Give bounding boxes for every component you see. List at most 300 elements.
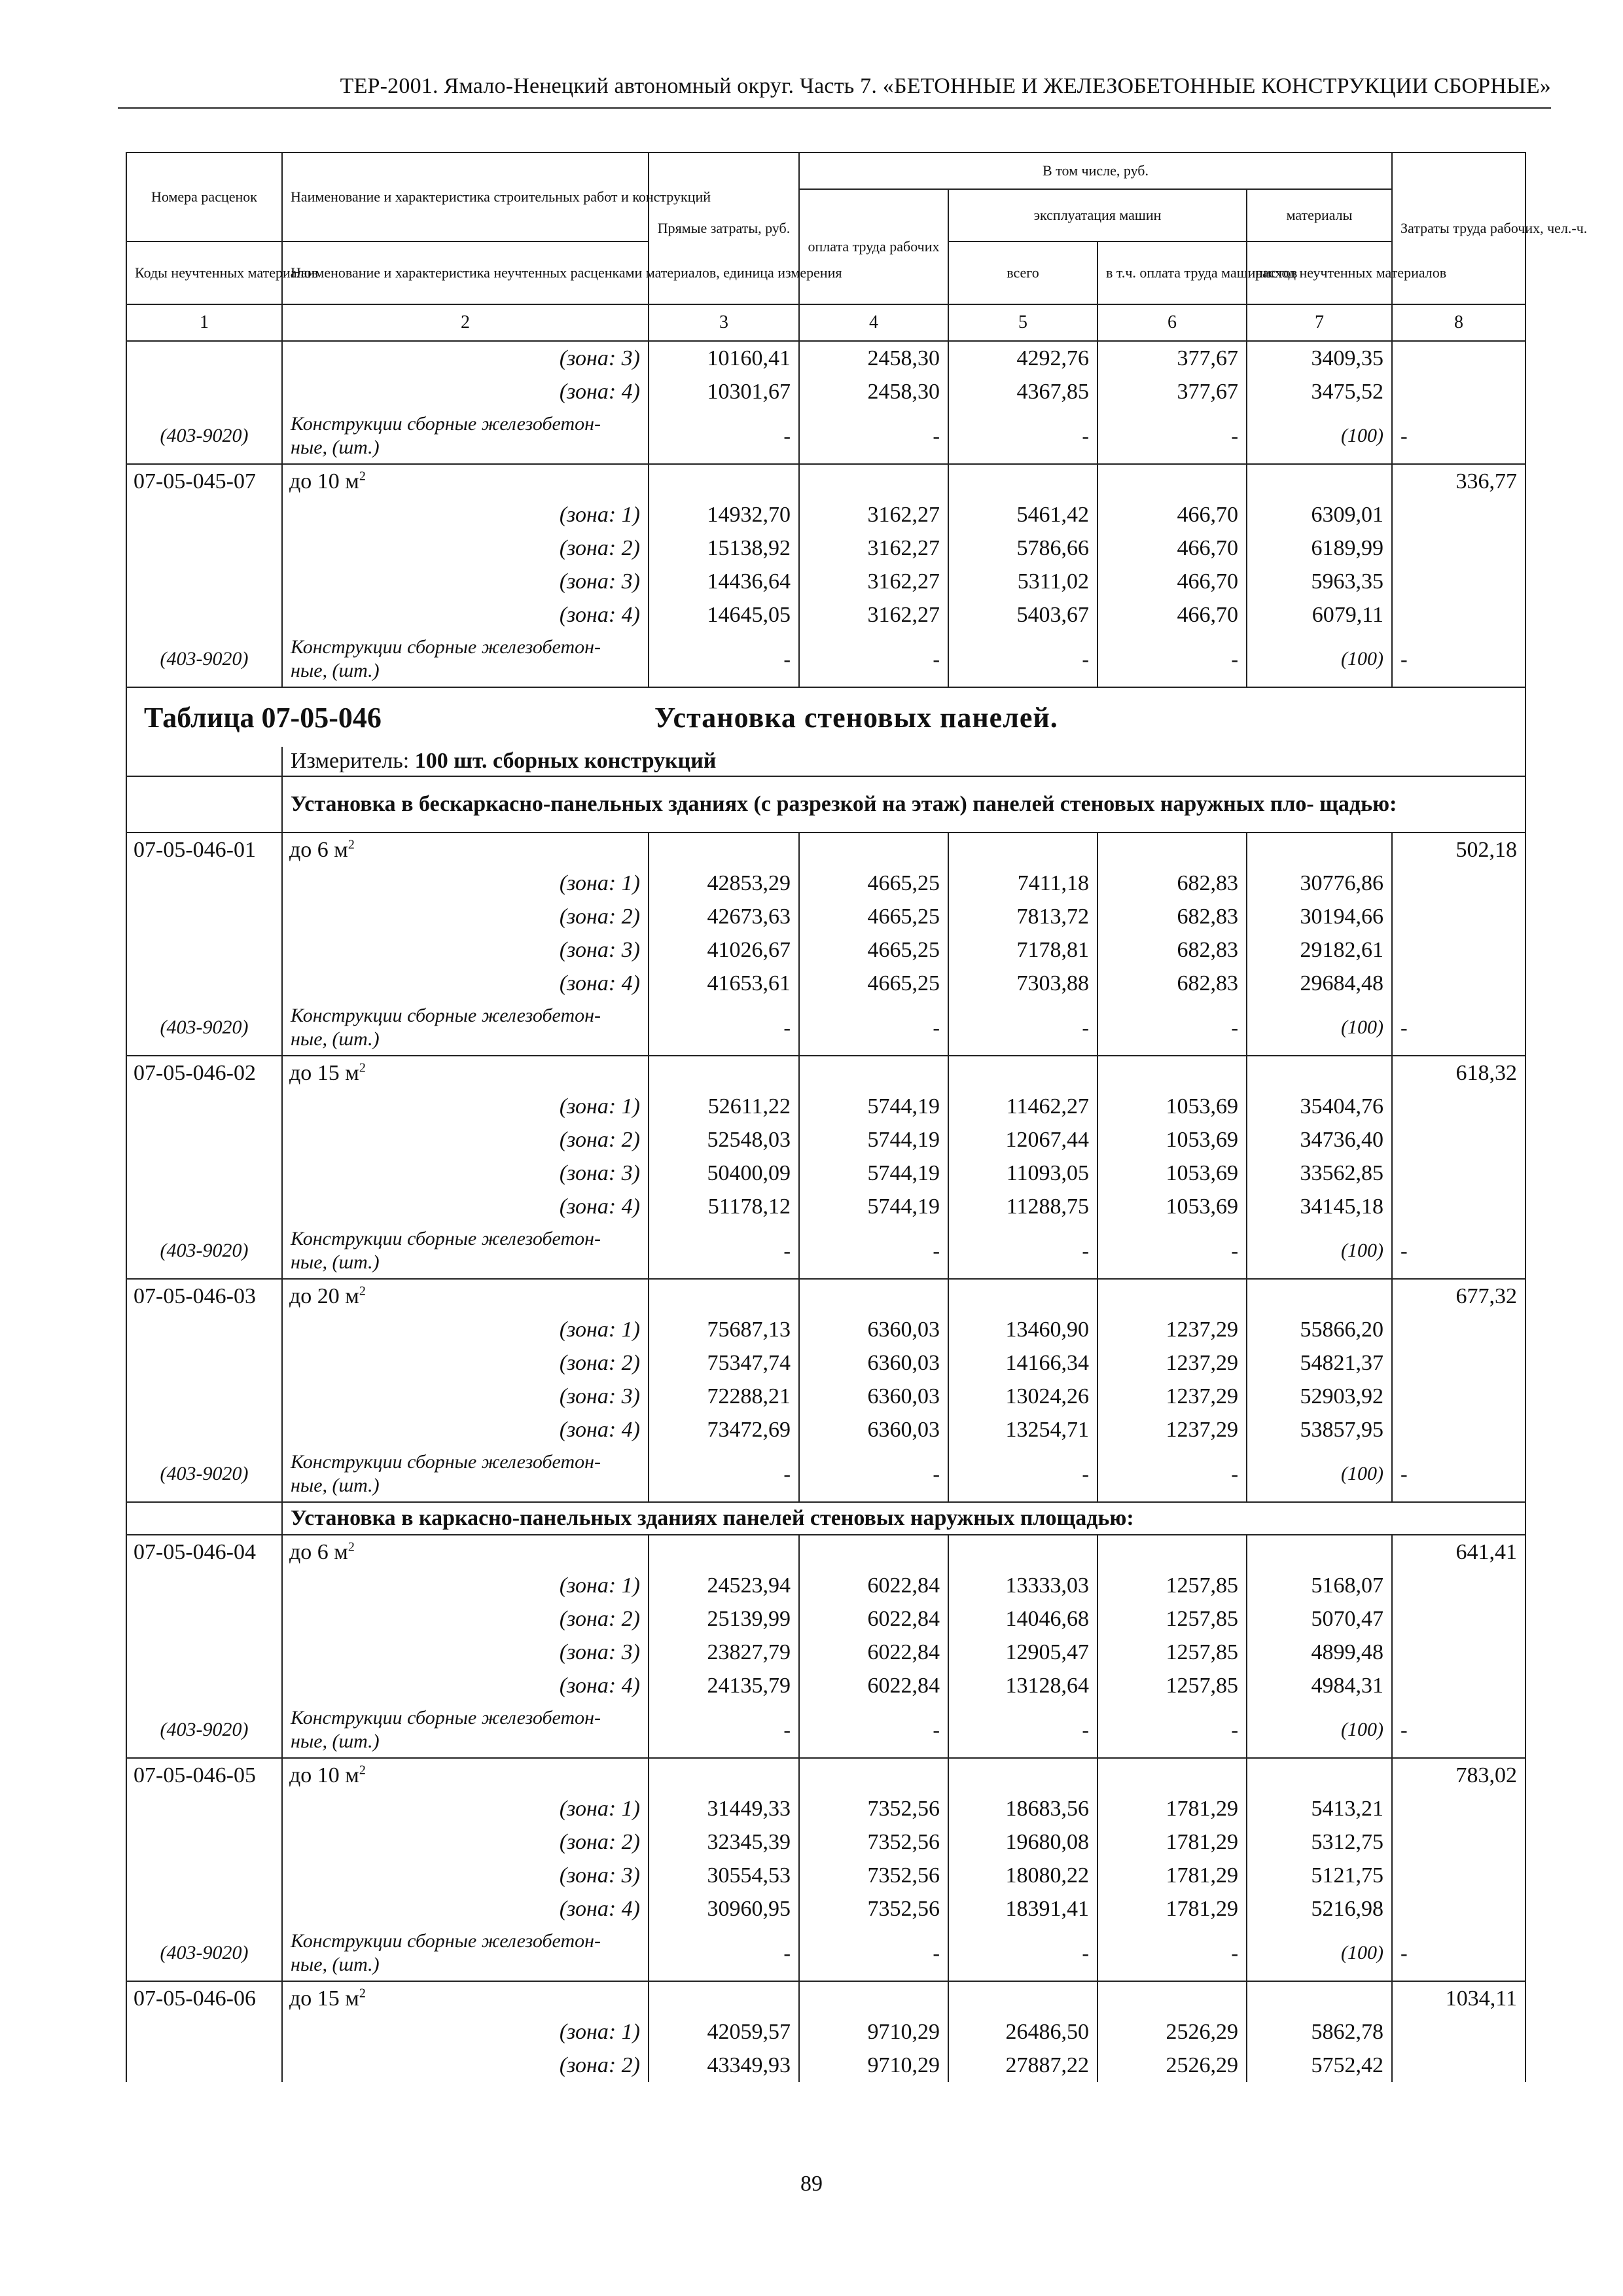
direct-cost: 73472,69 xyxy=(649,1413,799,1446)
dash: - xyxy=(1392,1223,1525,1279)
meter-label: Измеритель: xyxy=(291,749,410,773)
materials-cost: 5312,75 xyxy=(1247,1825,1392,1859)
drivers-pay: 1257,85 xyxy=(1097,1669,1247,1702)
column-number: 2 xyxy=(282,304,649,341)
dash: - xyxy=(799,1000,948,1056)
machines-total: 27887,22 xyxy=(948,2049,1097,2082)
material-code: (403-9020) xyxy=(126,632,282,687)
zone-label: (зона: 2) xyxy=(282,1825,649,1859)
labor-pay: 9710,29 xyxy=(799,2015,948,2049)
materials-cost: 5168,07 xyxy=(1247,1569,1392,1602)
direct-cost: 42853,29 xyxy=(649,867,799,900)
dash: - xyxy=(649,1702,799,1758)
zone-row xyxy=(126,2015,1525,2049)
zone-label: (зона: 3) xyxy=(282,565,649,598)
zone-row xyxy=(126,1825,1525,1859)
labor-hours: 641,41 xyxy=(1392,1535,1525,1569)
zone-label: (зона: 3) xyxy=(282,1859,649,1892)
labor-pay: 3162,27 xyxy=(799,598,948,632)
zone-label: (зона: 3) xyxy=(282,1380,649,1413)
zone-row xyxy=(126,1636,1525,1669)
materials-cost: 4899,48 xyxy=(1247,1636,1392,1669)
drivers-pay: 1237,29 xyxy=(1097,1413,1247,1446)
labor-hours: 1034,11 xyxy=(1392,1981,1525,2015)
machines-total: 5786,66 xyxy=(948,531,1097,565)
continued-rate xyxy=(126,341,1525,464)
direct-cost: 14932,70 xyxy=(649,498,799,531)
dash: - xyxy=(649,1926,799,1981)
zone-label: (зона: 3) xyxy=(282,1157,649,1190)
materials-cost: 5070,47 xyxy=(1247,1602,1392,1636)
direct-cost: 72288,21 xyxy=(649,1380,799,1413)
labor-pay: 3162,27 xyxy=(799,531,948,565)
material-code: (403-9020) xyxy=(126,1000,282,1056)
zone-label: (зона: 2) xyxy=(282,531,649,565)
drivers-pay: 2526,29 xyxy=(1097,2015,1247,2049)
labor-pay: 5744,19 xyxy=(799,1157,948,1190)
zone-label: (зона: 2) xyxy=(282,1602,649,1636)
machines-total: 11462,27 xyxy=(948,1090,1097,1123)
material-quantity: (100) xyxy=(1247,1223,1392,1279)
direct-cost: 41026,67 xyxy=(649,933,799,967)
drivers-pay: 1781,29 xyxy=(1097,1825,1247,1859)
labor-pay: 5744,19 xyxy=(799,1090,948,1123)
header-materials: материалы xyxy=(1247,189,1392,242)
section-heading: Установка в бескаркасно-панельных зданиях (с разрезкой на этаж) панелей стеновых наружных пло- щадью: xyxy=(282,776,1525,833)
rate-code-row xyxy=(126,833,1525,867)
material-code: (403-9020) xyxy=(126,1446,282,1502)
direct-cost: 30554,53 xyxy=(649,1859,799,1892)
column-number: 7 xyxy=(1247,304,1392,341)
meter-value: 100 шт. сборных конструкций xyxy=(414,749,717,773)
labor-pay: 9710,29 xyxy=(799,2049,948,2082)
dash: - xyxy=(799,408,948,464)
zone-row xyxy=(126,1090,1525,1123)
rate-size: до 15 $м^2$ xyxy=(282,1056,649,1090)
drivers-pay: 1237,29 xyxy=(1097,1346,1247,1380)
materials-cost: 54821,37 xyxy=(1247,1346,1392,1380)
material-quantity: (100) xyxy=(1247,1702,1392,1758)
rate-code: 07-05-046-04 xyxy=(126,1535,282,1569)
zone-row xyxy=(126,1346,1525,1380)
dash: - xyxy=(799,1446,948,1502)
zone-label: (зона: 1) xyxy=(282,1313,649,1346)
materials-cost: 53857,95 xyxy=(1247,1413,1392,1446)
drivers-pay: 682,83 xyxy=(1097,933,1247,967)
rate-07-05-046-04 xyxy=(126,1535,1525,1758)
materials-cost: 6309,01 xyxy=(1247,498,1392,531)
drivers-pay: 2526,29 xyxy=(1097,2049,1247,2082)
dash: - xyxy=(948,1926,1097,1981)
material-code: (403-9020) xyxy=(126,1926,282,1981)
header-code-2: Коды неучтенных материалов xyxy=(126,242,282,304)
rate-code-row xyxy=(126,1758,1525,1792)
machines-total: 13128,64 xyxy=(948,1669,1097,1702)
dash: - xyxy=(799,1926,948,1981)
dash: - xyxy=(1097,632,1247,687)
material-code: (403-9020) xyxy=(126,408,282,464)
zone-label: (зона: 1) xyxy=(282,1569,649,1602)
zone-label: (зона: 4) xyxy=(282,1190,649,1223)
dash: - xyxy=(948,1223,1097,1279)
labor-hours: 502,18 xyxy=(1392,833,1525,867)
machines-total: 7813,72 xyxy=(948,900,1097,933)
rate-size: до 6 $м^2$ xyxy=(282,1535,649,1569)
machines-total: 7411,18 xyxy=(948,867,1097,900)
zone-row xyxy=(126,1569,1525,1602)
labor-pay: 4665,25 xyxy=(799,967,948,1000)
labor-pay: 2458,30 xyxy=(799,375,948,408)
labor-pay: 7352,56 xyxy=(799,1792,948,1825)
rate-code: 07-05-046-06 xyxy=(126,1981,282,2015)
machines-total: 26486,50 xyxy=(948,2015,1097,2049)
dash: - xyxy=(799,1223,948,1279)
machines-total: 7178,81 xyxy=(948,933,1097,967)
zone-row xyxy=(126,1892,1525,1926)
machines-total: 13333,03 xyxy=(948,1569,1097,1602)
machines-total: 7303,88 xyxy=(948,967,1097,1000)
material-quantity: (100) xyxy=(1247,408,1392,464)
zone-label: (зона: 4) xyxy=(282,375,649,408)
materials-cost: 30776,86 xyxy=(1247,867,1392,900)
zone-label: (зона: 3) xyxy=(282,341,649,375)
dash: - xyxy=(1392,632,1525,687)
material-code: (403-9020) xyxy=(126,1702,282,1758)
labor-pay: 6360,03 xyxy=(799,1313,948,1346)
labor-hours: 618,32 xyxy=(1392,1056,1525,1090)
rate-code-row xyxy=(126,1279,1525,1313)
machines-total: 4292,76 xyxy=(948,341,1097,375)
zone-label: (зона: 2) xyxy=(282,2049,649,2082)
header-material-use: расход неучтенных материалов xyxy=(1247,242,1392,304)
zone-label: (зона: 3) xyxy=(282,1636,649,1669)
drivers-pay: 1781,29 xyxy=(1097,1792,1247,1825)
materials-cost: 4984,31 xyxy=(1247,1669,1392,1702)
zone-row xyxy=(126,1380,1525,1413)
material-row xyxy=(126,632,1525,687)
material-name: Конструкции сборные железобетон- ные, (шт.) xyxy=(282,1926,649,1981)
drivers-pay: 1781,29 xyxy=(1097,1892,1247,1926)
zone-label: (зона: 4) xyxy=(282,598,649,632)
materials-cost: 5963,35 xyxy=(1247,565,1392,598)
drivers-pay: 377,67 xyxy=(1097,341,1247,375)
material-row xyxy=(126,1702,1525,1758)
dash: - xyxy=(649,1446,799,1502)
dash: - xyxy=(1392,408,1525,464)
direct-cost: 43349,93 xyxy=(649,2049,799,2082)
material-code: (403-9020) xyxy=(126,1223,282,1279)
machines-total: 14046,68 xyxy=(948,1602,1097,1636)
machines-total: 14166,34 xyxy=(948,1346,1097,1380)
direct-cost: 10160,41 xyxy=(649,341,799,375)
table-number: Таблица 07-05-046 xyxy=(144,701,382,734)
machines-total: 12067,44 xyxy=(948,1123,1097,1157)
material-row xyxy=(126,1000,1525,1056)
column-number: 6 xyxy=(1097,304,1247,341)
direct-cost: 42059,57 xyxy=(649,2015,799,2049)
machines-total: 13024,26 xyxy=(948,1380,1097,1413)
rate-code: 07-05-046-01 xyxy=(126,833,282,867)
machines-total: 13460,90 xyxy=(948,1313,1097,1346)
zone-row xyxy=(126,1859,1525,1892)
zone-row xyxy=(126,1792,1525,1825)
rate-code-row xyxy=(126,464,1525,498)
rate-code-row xyxy=(126,1056,1525,1090)
zone-row xyxy=(126,598,1525,632)
materials-cost: 3475,52 xyxy=(1247,375,1392,408)
materials-cost: 34145,18 xyxy=(1247,1190,1392,1223)
zone-row xyxy=(126,1190,1525,1223)
dash: - xyxy=(1097,1702,1247,1758)
drivers-pay: 1053,69 xyxy=(1097,1090,1247,1123)
labor-pay: 4665,25 xyxy=(799,933,948,967)
direct-cost: 75687,13 xyxy=(649,1313,799,1346)
rate-code-row xyxy=(126,1981,1525,2015)
material-row xyxy=(126,1446,1525,1502)
machines-total: 18391,41 xyxy=(948,1892,1097,1926)
material-name: Конструкции сборные железобетон- ные, (шт.) xyxy=(282,408,649,464)
dash: - xyxy=(799,632,948,687)
zone-label: (зона: 4) xyxy=(282,967,649,1000)
direct-cost: 41653,61 xyxy=(649,967,799,1000)
dash: - xyxy=(948,632,1097,687)
rate-code: 07-05-046-02 xyxy=(126,1056,282,1090)
material-quantity: (100) xyxy=(1247,1000,1392,1056)
zone-label: (зона: 3) xyxy=(282,933,649,967)
labor-pay: 4665,25 xyxy=(799,900,948,933)
dash: - xyxy=(948,1000,1097,1056)
direct-cost: 14645,05 xyxy=(649,598,799,632)
drivers-pay: 682,83 xyxy=(1097,900,1247,933)
rate-07-05-046-02 xyxy=(126,1056,1525,1279)
machines-total: 18080,22 xyxy=(948,1859,1097,1892)
direct-cost: 52548,03 xyxy=(649,1123,799,1157)
material-name: Конструкции сборные железобетон- ные, (шт.) xyxy=(282,632,649,687)
material-quantity: (100) xyxy=(1247,632,1392,687)
zone-row xyxy=(126,1157,1525,1190)
column-number: 1 xyxy=(126,304,282,341)
dash: - xyxy=(649,408,799,464)
materials-cost: 5413,21 xyxy=(1247,1792,1392,1825)
zone-label: (зона: 4) xyxy=(282,1669,649,1702)
table-title-block xyxy=(126,687,1525,833)
drivers-pay: 1257,85 xyxy=(1097,1569,1247,1602)
machines-total: 12905,47 xyxy=(948,1636,1097,1669)
drivers-pay: 377,67 xyxy=(1097,375,1247,408)
dash: - xyxy=(1097,1446,1247,1502)
zone-row xyxy=(126,933,1525,967)
labor-pay: 3162,27 xyxy=(799,565,948,598)
rate-size: до 6 $м^2$ xyxy=(282,833,649,867)
column-number: 8 xyxy=(1392,304,1525,341)
materials-cost: 5216,98 xyxy=(1247,1892,1392,1926)
materials-cost: 3409,35 xyxy=(1247,341,1392,375)
meter xyxy=(282,747,1525,776)
machines-total: 19680,08 xyxy=(948,1825,1097,1859)
rate-07-05-045-07 xyxy=(126,464,1525,687)
direct-cost: 31449,33 xyxy=(649,1792,799,1825)
direct-cost: 42673,63 xyxy=(649,900,799,933)
materials-cost: 34736,40 xyxy=(1247,1123,1392,1157)
header-labor-pay: оплата труда рабочих xyxy=(799,189,948,304)
drivers-pay: 1053,69 xyxy=(1097,1157,1247,1190)
header-including: В том числе, руб. xyxy=(799,152,1392,189)
direct-cost: 24135,79 xyxy=(649,1669,799,1702)
dash: - xyxy=(1392,1926,1525,1981)
materials-cost: 29182,61 xyxy=(1247,933,1392,967)
drivers-pay: 1257,85 xyxy=(1097,1602,1247,1636)
labor-pay: 2458,30 xyxy=(799,341,948,375)
machines-total: 4367,85 xyxy=(948,375,1097,408)
header-name-2: Наименование и характеристика неучтенных расценками материалов, единица измерения xyxy=(282,242,649,304)
machines-total: 13254,71 xyxy=(948,1413,1097,1446)
direct-cost: 30960,95 xyxy=(649,1892,799,1926)
dash: - xyxy=(948,1702,1097,1758)
zone-row xyxy=(126,2049,1525,2082)
drivers-pay: 1257,85 xyxy=(1097,1636,1247,1669)
labor-pay: 6022,84 xyxy=(799,1569,948,1602)
labor-pay: 6022,84 xyxy=(799,1669,948,1702)
drivers-pay: 1781,29 xyxy=(1097,1859,1247,1892)
material-row xyxy=(126,1223,1525,1279)
labor-pay: 6360,03 xyxy=(799,1413,948,1446)
labor-pay: 3162,27 xyxy=(799,498,948,531)
zone-row xyxy=(126,1669,1525,1702)
materials-cost: 6079,11 xyxy=(1247,598,1392,632)
material-quantity: (100) xyxy=(1247,1446,1392,1502)
material-name: Конструкции сборные железобетон- ные, (шт.) xyxy=(282,1000,649,1056)
direct-cost: 51178,12 xyxy=(649,1190,799,1223)
direct-cost: 32345,39 xyxy=(649,1825,799,1859)
dash: - xyxy=(1392,1000,1525,1056)
drivers-pay: 682,83 xyxy=(1097,867,1247,900)
labor-hours: 336,77 xyxy=(1392,464,1525,498)
drivers-pay: 466,70 xyxy=(1097,598,1247,632)
dash: - xyxy=(799,1702,948,1758)
labor-hours: 677,32 xyxy=(1392,1279,1525,1313)
zone-row xyxy=(126,498,1525,531)
zone-label: (зона: 1) xyxy=(282,1792,649,1825)
machines-total: 5461,42 xyxy=(948,498,1097,531)
material-row xyxy=(126,1926,1525,1981)
rate-code-row xyxy=(126,1535,1525,1569)
labor-pay: 7352,56 xyxy=(799,1892,948,1926)
materials-cost: 30194,66 xyxy=(1247,900,1392,933)
direct-cost: 24523,94 xyxy=(649,1569,799,1602)
rate-07-05-046-06 xyxy=(126,1981,1525,2082)
materials-cost: 6189,99 xyxy=(1247,531,1392,565)
drivers-pay: 682,83 xyxy=(1097,967,1247,1000)
drivers-pay: 1053,69 xyxy=(1097,1123,1247,1157)
dash: - xyxy=(1097,1000,1247,1056)
zone-label: (зона: 2) xyxy=(282,1123,649,1157)
zone-row xyxy=(126,867,1525,900)
zone-row xyxy=(126,1123,1525,1157)
machines-total: 11093,05 xyxy=(948,1157,1097,1190)
dash: - xyxy=(649,1223,799,1279)
direct-cost: 52611,22 xyxy=(649,1090,799,1123)
materials-cost: 55866,20 xyxy=(1247,1313,1392,1346)
labor-pay: 5744,19 xyxy=(799,1123,948,1157)
direct-cost: 50400,09 xyxy=(649,1157,799,1190)
direct-cost: 15138,92 xyxy=(649,531,799,565)
column-number: 5 xyxy=(948,304,1097,341)
rate-07-05-046-05 xyxy=(126,1758,1525,1981)
zone-label: (зона: 2) xyxy=(282,900,649,933)
materials-cost: 5121,75 xyxy=(1247,1859,1392,1892)
rate-07-05-046-03 xyxy=(126,1279,1525,1502)
direct-cost: 10301,67 xyxy=(649,375,799,408)
zone-label: (зона: 2) xyxy=(282,1346,649,1380)
labor-pay: 4665,25 xyxy=(799,867,948,900)
zone-row xyxy=(126,1313,1525,1346)
dash: - xyxy=(948,408,1097,464)
zone-row xyxy=(126,1413,1525,1446)
rate-07-05-046-01 xyxy=(126,833,1525,1056)
direct-cost: 75347,74 xyxy=(649,1346,799,1380)
labor-pay: 6022,84 xyxy=(799,1602,948,1636)
labor-pay: 7352,56 xyxy=(799,1825,948,1859)
column-number: 3 xyxy=(649,304,799,341)
materials-cost: 5752,42 xyxy=(1247,2049,1392,2082)
dash: - xyxy=(1097,1926,1247,1981)
zone-label: (зона: 1) xyxy=(282,1090,649,1123)
material-row xyxy=(126,408,1525,464)
zone-label: (зона: 1) xyxy=(282,867,649,900)
rate-size: до 10 $м^2$ xyxy=(282,464,649,498)
direct-cost: 25139,99 xyxy=(649,1602,799,1636)
labor-pay: 7352,56 xyxy=(799,1859,948,1892)
drivers-pay: 466,70 xyxy=(1097,498,1247,531)
zone-row xyxy=(126,341,1525,375)
column-number: 4 xyxy=(799,304,948,341)
labor-pay: 6360,03 xyxy=(799,1380,948,1413)
header-machines: эксплуатация машин xyxy=(948,189,1247,242)
material-name: Конструкции сборные железобетон- ные, (шт.) xyxy=(282,1702,649,1758)
page-number: 89 xyxy=(800,2172,823,2196)
rate-size: до 10 $м^2$ xyxy=(282,1758,649,1792)
direct-cost: 14436,64 xyxy=(649,565,799,598)
section-heading: Установка в каркасно-панельных зданиях панелей стеновых наружных площадью: xyxy=(282,1502,1525,1535)
machines-total: 18683,56 xyxy=(948,1792,1097,1825)
zone-label: (зона: 1) xyxy=(282,498,649,531)
section-2 xyxy=(126,1502,1525,1535)
zone-row xyxy=(126,967,1525,1000)
header-direct-costs: Прямые затраты, руб. xyxy=(649,152,799,304)
dash: - xyxy=(1392,1702,1525,1758)
dash: - xyxy=(1097,1223,1247,1279)
zone-label: (зона: 1) xyxy=(282,2015,649,2049)
zone-label: (зона: 4) xyxy=(282,1892,649,1926)
labor-pay: 5744,19 xyxy=(799,1190,948,1223)
table-title: Установка стеновых панелей. xyxy=(654,701,1058,734)
rate-size: до 20 $м^2$ xyxy=(282,1279,649,1313)
dash: - xyxy=(1392,1446,1525,1502)
rates-table xyxy=(126,152,1588,2082)
dash: - xyxy=(649,1000,799,1056)
material-quantity: (100) xyxy=(1247,1926,1392,1981)
rate-code: 07-05-045-07 xyxy=(126,464,282,498)
direct-cost: 23827,79 xyxy=(649,1636,799,1669)
materials-cost: 29684,48 xyxy=(1247,967,1392,1000)
materials-cost: 33562,85 xyxy=(1247,1157,1392,1190)
materials-cost: 35404,76 xyxy=(1247,1090,1392,1123)
dash: - xyxy=(948,1446,1097,1502)
header-name-1: Наименование и характеристика строительных работ и конструкций xyxy=(282,152,649,242)
rate-size: до 15 $м^2$ xyxy=(282,1981,649,2015)
header-machines-total: всего xyxy=(948,242,1097,304)
zone-row xyxy=(126,375,1525,408)
